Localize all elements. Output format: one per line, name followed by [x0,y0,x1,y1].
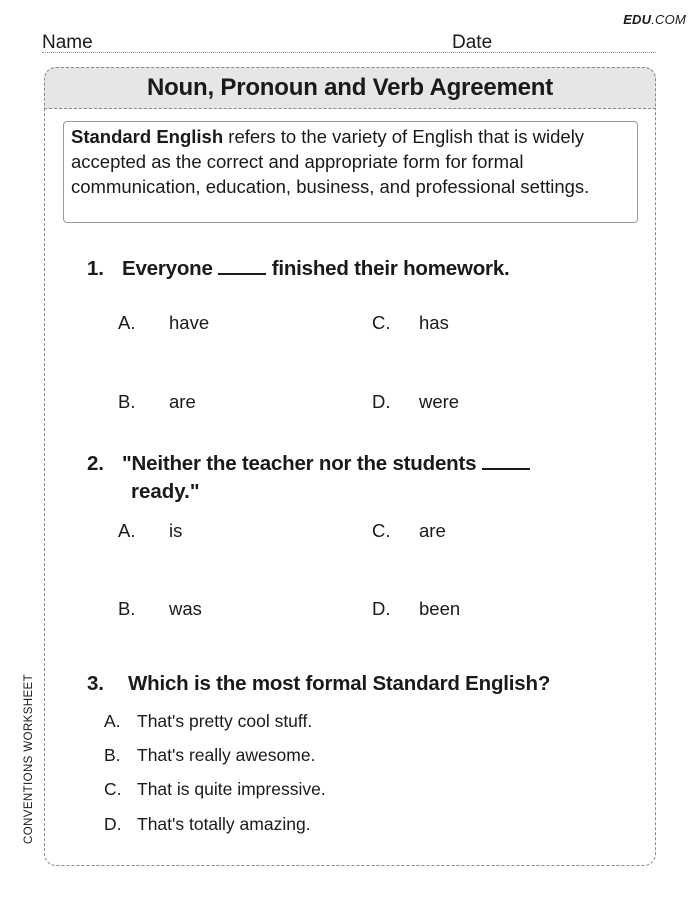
question-number: 1. [87,257,104,280]
option-3d[interactable] [104,814,311,835]
name-label: Name [42,32,93,53]
option-letter: B. [118,391,136,412]
option-text: That's totally amazing. [137,814,311,834]
option-text: been [419,598,461,619]
option-text: That is quite impressive. [137,779,326,799]
option-letter: B. [104,745,121,765]
option-letter: C. [104,779,122,799]
title-band [44,67,656,109]
option-letter: D. [104,814,122,834]
name-date-line [42,52,656,53]
side-label: CONVENTIONS WORKSHEET [23,673,35,844]
option-letter: B. [118,598,136,619]
option-letter: A. [118,520,136,541]
answer-blank [218,257,266,275]
brand-logo: EDU.COM [623,12,686,27]
option-3b[interactable] [104,745,315,766]
definition-term: Standard English [71,126,224,147]
answer-blank [482,452,530,470]
date-label: Date [452,32,493,53]
option-3a[interactable] [104,711,312,732]
definition-text: refers to the variety of English that is widely accepted as the correct and appropriate form for formal communication, education, business, and professional settings. [71,126,590,197]
option-text: That's really awesome. [137,745,316,765]
option-letter: A. [118,312,136,333]
question-text: Which is the most formal Standard English? [128,672,551,695]
definition-box [63,121,638,223]
question-text-after: ready." [131,480,200,503]
option-letter: C. [372,520,391,541]
question-text-before: Everyone [122,257,213,280]
option-3c[interactable] [104,779,326,800]
option-letter: D. [372,598,391,619]
option-text: were [419,391,460,412]
option-letter: D. [372,391,391,412]
option-text: has [419,312,449,333]
option-text: have [169,312,210,333]
option-text: is [169,520,183,541]
option-letter: A. [104,711,121,731]
question-3 [87,672,550,696]
option-text: was [169,598,202,619]
question-number: 2. [87,452,104,475]
option-letter: C. [372,312,391,333]
option-text: are [419,520,446,541]
question-text-before: "Neither the teacher nor the students [122,452,477,475]
question-2 [87,452,530,476]
question-text-after: finished their homework. [271,257,510,280]
option-text: That's pretty cool stuff. [137,711,313,731]
page-title: Noun, Pronoun and Verb Agreement [146,74,554,101]
question-1 [87,257,510,281]
option-text: are [169,391,196,412]
question-number: 3. [87,672,104,695]
